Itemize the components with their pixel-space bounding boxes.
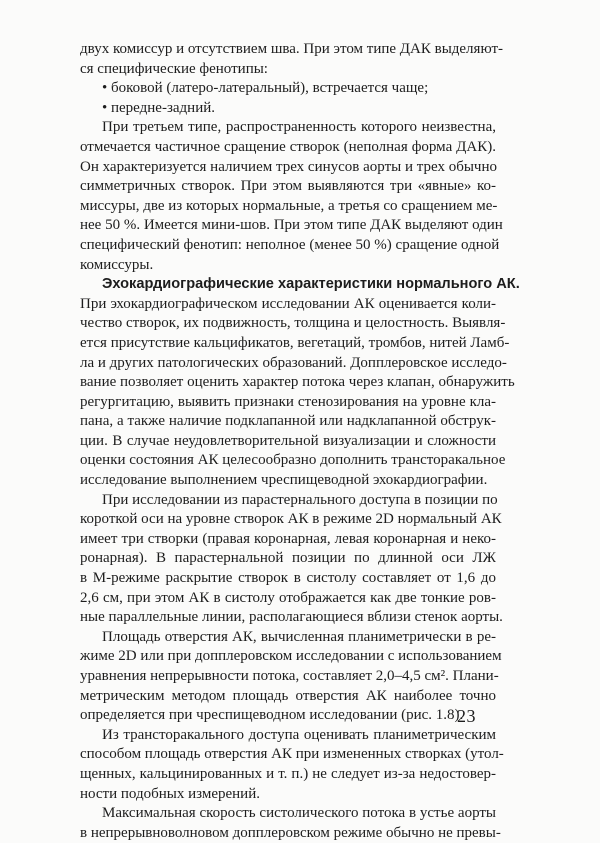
text-line: 2,6 см, при этом АК в систолу отображается как две тонкие ров- <box>80 589 496 606</box>
text-line: При эхокардиографическом исследовании АК оценивается коли- <box>80 295 496 312</box>
section-heading: Эхокардиографические характеристики нормального АК. <box>102 276 520 293</box>
text-line: специфический фенотип: неполное (менее 50 %) сращение одной <box>80 236 500 253</box>
text-line: оценки состояния АК целесообразно дополнить трансторакальное <box>80 452 506 469</box>
text-line: ности подобных измерений. <box>80 785 260 802</box>
text-line: пана, а также наличие подклапанной или надклапанной обструк- <box>80 413 496 430</box>
text-line: жиме 2D или при допплеровском исследовании с использованием <box>80 648 502 665</box>
page-body <box>80 40 520 843</box>
text-line: имеет три створки (правая коронарная, левая коронарная и неко- <box>80 530 496 547</box>
text-line: Площадь отверстия АК, вычисленная планиметрически в ре- <box>102 628 496 645</box>
text-line: исследование выполнением чреспищеводной эхокардиографии. <box>80 472 488 489</box>
text-line: метрическим методом площадь отверстия АК наиболее точно <box>80 687 496 704</box>
text-line: щенных, кальцинированных и т. п.) не следует из-за недостовер- <box>80 765 496 782</box>
text-line: вание позволяет оценить характер потока через клапан, обнаружить <box>80 374 515 391</box>
text-line: При третьем типе, распространенность которого неизвестна, <box>102 119 496 136</box>
text-line: ла и других патологических образований. Допплеровское исследо- <box>80 354 507 371</box>
text-line: чество створок, их подвижность, толщина и целостность. Выявля- <box>80 315 506 332</box>
text-line: ные параллельные линии, располагающиеся вблизи стенок аорты. <box>80 609 503 626</box>
text-line: способом площадь отверстия АК при измененных створках (утол- <box>80 746 504 763</box>
text-line: ронарная). В парастернальной позиции по длинной оси ЛЖ <box>80 550 496 567</box>
text-line: в М-режиме раскрытие створок в систолу составляет от 1,6 до <box>80 570 496 587</box>
text-line: двух комиссур и отсутствием шва. При этом типе ДАК выделяют- <box>80 41 504 57</box>
text-line: короткой оси на уровне створок АК в режиме 2D нормальный АК <box>80 511 502 528</box>
text-line: уравнения непрерывности потока, составляет 2,0–4,5 см². Плани- <box>80 668 499 684</box>
text-line: отмечается частичное сращение створок (неполная форма ДАК). <box>80 138 496 155</box>
text-line: ется присутствие кальцификатов, вегетаций, тромбов, нитей Ламб- <box>80 334 510 351</box>
text-line: нее 50 %. Имеется мини-шов. При этом типе ДАК выделяют один <box>80 217 503 234</box>
text-line: определяется при чреспищеводном исследовании (рис. 1.8). <box>80 707 464 724</box>
page-number: 23 <box>457 706 476 726</box>
text-line: Максимальная скорость систолического потока в устье аорты <box>102 805 496 822</box>
text-line: регургитацию, выявить признаки стенозирования на уровне кла- <box>80 393 496 410</box>
text-line: ся специфические фенотипы: <box>80 60 268 77</box>
bullet-item: • передне-задний. <box>102 99 216 116</box>
bullet-item: • боковой (латеро-латеральный), встречается чаще; <box>102 80 429 97</box>
text-line: миссуры, две из которых нормальные, а третья со сращением ме- <box>80 197 498 214</box>
text-line: симметричных створок. При этом выявляются три «явные» ко- <box>80 178 496 195</box>
text-line: Он характеризуется наличием трех синусов аорты и трех обычно <box>80 158 497 175</box>
text-line: При исследовании из парастернального доступа в позиции по <box>102 491 498 508</box>
text-line: в непрерывноволновом допплеровском режиме обычно не превы- <box>80 824 501 841</box>
text-line: комиссуры. <box>80 256 154 273</box>
text-line: Из трансторакального доступа оценивать планиметрическим <box>102 726 496 743</box>
text-line: ции. В случае неудовлетворительной визуализации и сложности <box>80 432 496 449</box>
